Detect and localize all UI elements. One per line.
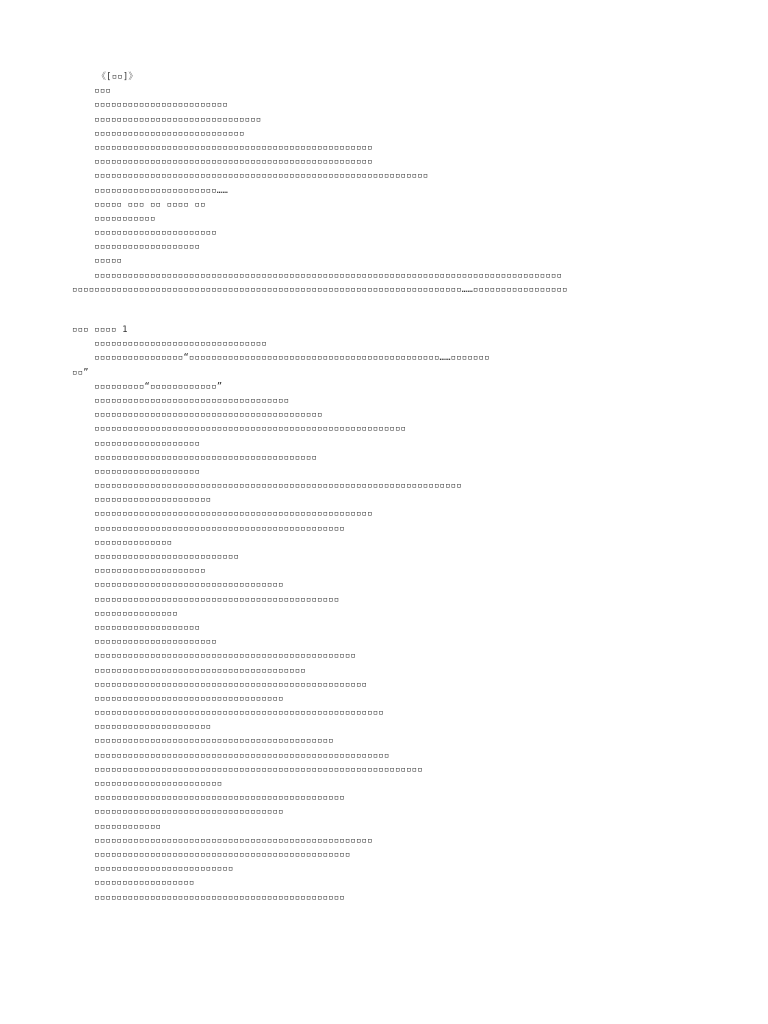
text-line: ▫▫▫▫▫▫▫▫▫▫▫▫▫▫▫▫▫▫▫▫▫▫▫▫▫▫▫▫▫▫▫▫▫▫▫▫▫▫▫▫▫▫▫▫▫▫▫▫▫▫ xyxy=(72,835,373,846)
text-line: ▫▫▫▫▫▫▫▫▫▫▫▫▫▫▫▫▫▫▫▫▫▫▫▫▫▫▫▫▫▫▫▫▫▫▫▫▫▫▫▫ xyxy=(72,452,318,463)
text-line: ▫▫▫▫▫▫▫▫▫▫▫▫▫▫▫▫▫▫▫▫▫▫▫▫▫▫▫▫▫▫▫▫▫▫▫▫▫▫▫▫▫▫▫▫▫▫▫▫▫▫▫▫▫▫▫▫▫▫▫▫▫▫▫▫▫▫▫▫▫▫▫▫▫▫▫▫▫▫▫▫▫▫▫▫ xyxy=(72,270,563,281)
text-line: ▫▫▫▫▫▫▫▫▫▫▫▫▫▫▫▫▫▫▫▫▫▫▫▫▫▫▫▫▫▫▫▫▫▫▫▫▫▫▫▫▫▫▫▫▫▫▫▫▫ xyxy=(72,679,368,690)
text-line: ▫▫▫▫▫ xyxy=(72,256,123,267)
text-line: ▫▫▫▫▫▫▫▫▫▫▫▫▫▫▫▫▫▫▫▫▫ xyxy=(72,722,212,733)
text-line: ▫▫▫▫▫▫▫▫▫▫▫▫▫▫▫▫▫▫▫▫▫▫▫▫▫▫▫▫▫▫ xyxy=(72,114,262,125)
text-line: ▫▫▫▫▫▫▫▫▫“▫▫▫▫▫▫▫▫▫▫▫▫” xyxy=(72,381,223,392)
text-line: ▫▫▫▫▫▫▫▫▫▫▫▫▫▫▫▫▫▫▫ xyxy=(72,466,201,477)
text-line: ▫▫▫▫▫▫▫▫▫▫▫▫▫▫▫▫▫▫▫▫▫▫ xyxy=(72,228,217,239)
text-line: ▫▫▫▫▫▫▫▫▫▫▫▫▫▫▫▫▫▫▫ xyxy=(72,242,201,253)
document-title: 《[▫▫]》 xyxy=(97,72,138,82)
text-line: ▫▫▫▫▫▫▫▫▫▫▫▫▫▫▫▫▫▫▫▫▫▫▫▫▫▫▫▫▫▫▫▫▫▫▫▫▫▫▫▫▫▫▫▫▫▫▫▫▫▫ xyxy=(72,509,373,520)
chapter-heading: ▫▫▫ ▫▫▫▫ 1 xyxy=(72,325,128,335)
text-line: ▫▫▫▫▫▫▫▫▫▫▫▫▫▫▫▫▫▫▫▫▫▫ xyxy=(72,637,217,648)
chapter-body xyxy=(72,337,702,905)
text-line: ▫▫▫▫▫▫▫▫▫▫▫▫▫▫▫▫▫▫▫▫▫▫▫▫▫▫▫▫▫▫▫▫▫▫▫▫▫▫▫▫▫▫▫▫▫▫ xyxy=(72,849,351,860)
text-line: ▫▫▫▫▫▫▫▫▫▫▫▫▫▫▫▫▫▫▫▫▫▫▫▫▫▫▫▫▫▫▫▫▫▫▫▫▫▫▫▫▫▫▫▫▫ xyxy=(72,793,345,804)
text-line: ▫▫▫▫▫▫▫▫▫▫▫ xyxy=(72,213,156,224)
text-line: ▫▫▫▫▫▫▫▫▫▫▫▫▫▫▫▫▫▫▫▫▫▫▫▫▫▫▫▫▫▫▫▫▫▫▫▫▫▫▫▫▫▫▫▫▫▫▫▫▫▫▫▫▫▫▫▫ xyxy=(72,424,407,435)
text-line: ▫▫▫▫▫▫▫▫▫▫▫▫▫▫▫▫▫▫▫▫▫▫▫▫▫▫▫▫▫▫▫▫▫▫▫▫▫▫▫▫▫▫▫▫▫▫▫▫▫▫▫▫▫▫▫▫▫▫▫▫ xyxy=(72,171,429,182)
text-line: ▫▫▫▫▫▫▫▫▫▫▫▫▫▫▫▫▫▫▫▫▫▫▫▫▫▫ xyxy=(72,552,240,562)
text-line: ▫▫▫▫▫▫▫▫▫▫▫▫▫▫▫▫▫▫▫▫▫▫▫▫▫▫▫▫▫▫▫▫▫▫ xyxy=(72,580,284,591)
text-line: ▫▫▫▫▫▫▫▫▫▫▫▫▫▫▫ xyxy=(72,608,178,619)
text-line: ▫▫▫▫▫▫▫▫▫▫▫▫▫▫▫▫▫▫▫▫▫▫▫▫▫▫▫▫▫▫▫▫▫▫▫▫▫▫▫▫▫▫▫▫▫▫▫▫▫▫▫▫▫▫▫▫▫▫▫▫▫▫▫▫▫▫▫▫▫▫……▫▫▫▫▫▫▫▫▫▫▫▫▫▫▫▫▫ xyxy=(72,284,568,295)
text-line: ▫▫▫▫▫▫▫▫▫▫▫▫▫▫▫▫▫▫▫▫▫▫▫▫▫▫▫▫▫▫▫▫▫▫▫ xyxy=(72,395,290,406)
text-line: ▫▫▫▫▫▫▫▫▫▫▫▫▫▫▫▫▫▫▫▫▫▫▫▫ xyxy=(72,100,228,111)
text-line: ▫▫▫▫▫▫▫▫▫▫▫▫▫▫▫▫▫▫▫ xyxy=(72,438,201,449)
text-line: ▫▫▫▫▫▫▫▫▫▫▫▫▫▫▫▫▫▫▫▫▫▫▫▫▫▫▫▫▫▫▫▫▫▫▫▫▫▫▫▫▫▫▫▫▫▫▫▫▫▫ xyxy=(72,142,373,153)
intro-section xyxy=(72,84,702,297)
text-line: ▫▫▫▫▫▫▫▫▫▫▫▫▫▫▫▫▫▫▫▫▫▫▫▫▫ xyxy=(72,864,234,875)
text-line: ▫▫▫▫▫▫▫▫▫▫▫▫▫▫▫▫▫▫▫▫▫▫▫▫▫▫▫▫▫▫▫▫▫▫▫▫▫▫▫▫▫▫▫ xyxy=(72,736,334,747)
text-line: ▫▫▫▫▫▫▫▫▫▫▫▫▫▫▫▫▫▫▫▫▫▫▫▫▫▫▫▫▫▫▫▫▫▫▫▫▫▫▫▫▫ xyxy=(72,410,323,421)
text-line: ▫▫▫▫▫▫▫▫▫▫▫▫▫▫▫▫▫▫▫▫▫▫▫ xyxy=(72,779,223,789)
text-line: ▫▫” xyxy=(72,367,89,378)
text-line: ▫▫▫▫▫▫▫▫▫▫▫▫▫▫▫▫▫▫▫▫▫▫▫▫▫▫▫▫▫▫▫▫▫▫▫▫▫▫▫▫▫▫▫▫▫▫▫▫▫▫ xyxy=(72,157,373,168)
section-spacer xyxy=(72,297,702,323)
text-line: ▫▫▫▫▫▫▫▫▫▫▫▫▫▫▫▫▫▫▫▫▫▫▫▫▫▫▫▫▫▫▫▫▫▫▫▫▫▫▫▫▫▫▫▫▫▫▫▫▫▫▫▫▫▫▫▫▫▫▫▫▫▫▫▫▫▫ xyxy=(72,481,462,492)
document-page xyxy=(72,70,702,905)
text-line: ▫▫▫▫▫▫▫▫▫▫▫▫▫▫ xyxy=(72,537,173,548)
text-line: ▫▫▫▫▫▫▫▫▫▫▫▫▫▫▫▫▫▫▫▫▫▫▫▫▫▫▫▫▫▫▫▫▫▫▫▫▫▫▫▫▫▫▫▫▫ xyxy=(72,892,345,903)
text-line: ▫▫▫▫▫▫▫▫▫▫▫▫▫▫▫▫▫▫▫▫▫▫▫▫▫▫▫▫▫▫▫▫▫▫▫▫▫▫ xyxy=(72,665,306,676)
text-line: ▫▫▫▫▫▫▫▫▫▫▫▫▫▫▫▫▫▫▫▫▫▫▫▫▫▫▫ xyxy=(72,128,245,139)
text-line: ▫▫▫▫▫▫▫▫▫▫▫▫▫▫▫▫▫▫▫▫▫▫▫▫▫▫▫▫▫▫▫ xyxy=(72,339,267,350)
text-line: ▫▫▫▫▫▫▫▫▫▫▫▫▫▫▫▫▫▫▫▫▫▫▫▫▫▫▫▫▫▫▫▫▫▫▫▫▫▫▫▫▫▫▫▫ xyxy=(72,594,340,605)
text-line: ▫▫▫▫▫▫▫▫▫▫▫▫ xyxy=(72,821,162,832)
text-line: ▫▫▫▫▫▫▫▫▫▫▫▫▫▫▫▫▫▫▫ xyxy=(72,622,201,633)
text-line: ▫▫▫▫▫ ▫▫▫ ▫▫ ▫▫▫▫ ▫▫ xyxy=(72,199,206,210)
text-line: ▫▫▫ xyxy=(72,86,111,97)
text-line: ▫▫▫▫▫▫▫▫▫▫▫▫▫▫▫▫▫▫ xyxy=(72,878,195,889)
text-line: ▫▫▫▫▫▫▫▫▫▫▫▫▫▫▫▫“▫▫▫▫▫▫▫▫▫▫▫▫▫▫▫▫▫▫▫▫▫▫▫▫▫▫▫▫▫▫▫▫▫▫▫▫▫▫▫▫▫▫▫▫▫……▫▫▫▫▫▫▫ xyxy=(72,353,490,364)
text-line: ▫▫▫▫▫▫▫▫▫▫▫▫▫▫▫▫▫▫▫▫▫▫▫▫▫▫▫▫▫▫▫▫▫▫ xyxy=(72,693,284,704)
text-line: ▫▫▫▫▫▫▫▫▫▫▫▫▫▫▫▫▫▫▫▫▫▫▫▫▫▫▫▫▫▫▫▫▫▫▫▫▫▫▫▫▫▫▫▫▫▫▫ xyxy=(72,651,356,662)
text-line: ▫▫▫▫▫▫▫▫▫▫▫▫▫▫▫▫▫▫▫▫▫▫▫▫▫▫▫▫▫▫▫▫▫▫▫▫▫▫▫▫▫▫▫▫▫▫▫▫▫▫▫▫ xyxy=(72,708,384,719)
text-line: ▫▫▫▫▫▫▫▫▫▫▫▫▫▫▫▫▫▫▫▫▫▫▫▫▫▫▫▫▫▫▫▫▫▫▫▫▫▫▫▫▫▫▫▫▫▫▫▫▫▫▫▫▫ xyxy=(72,750,390,761)
text-line: ▫▫▫▫▫▫▫▫▫▫▫▫▫▫▫▫▫▫▫▫▫▫…… xyxy=(72,185,228,196)
text-line: ▫▫▫▫▫▫▫▫▫▫▫▫▫▫▫▫▫▫▫▫▫▫▫▫▫▫▫▫▫▫▫▫▫▫▫▫▫▫▫▫▫▫▫▫▫▫▫▫▫▫▫▫▫▫▫▫▫▫▫ xyxy=(72,764,423,775)
text-line: ▫▫▫▫▫▫▫▫▫▫▫▫▫▫▫▫▫▫▫▫▫ xyxy=(72,495,212,506)
text-line: ▫▫▫▫▫▫▫▫▫▫▫▫▫▫▫▫▫▫▫▫▫▫▫▫▫▫▫▫▫▫▫▫▫▫▫▫▫▫▫▫▫▫▫▫▫ xyxy=(72,523,345,534)
text-line: ▫▫▫▫▫▫▫▫▫▫▫▫▫▫▫▫▫▫▫▫▫▫▫▫▫▫▫▫▫▫▫▫▫▫ xyxy=(72,807,284,818)
text-line: ▫▫▫▫▫▫▫▫▫▫▫▫▫▫▫▫▫▫▫▫ xyxy=(72,566,206,577)
